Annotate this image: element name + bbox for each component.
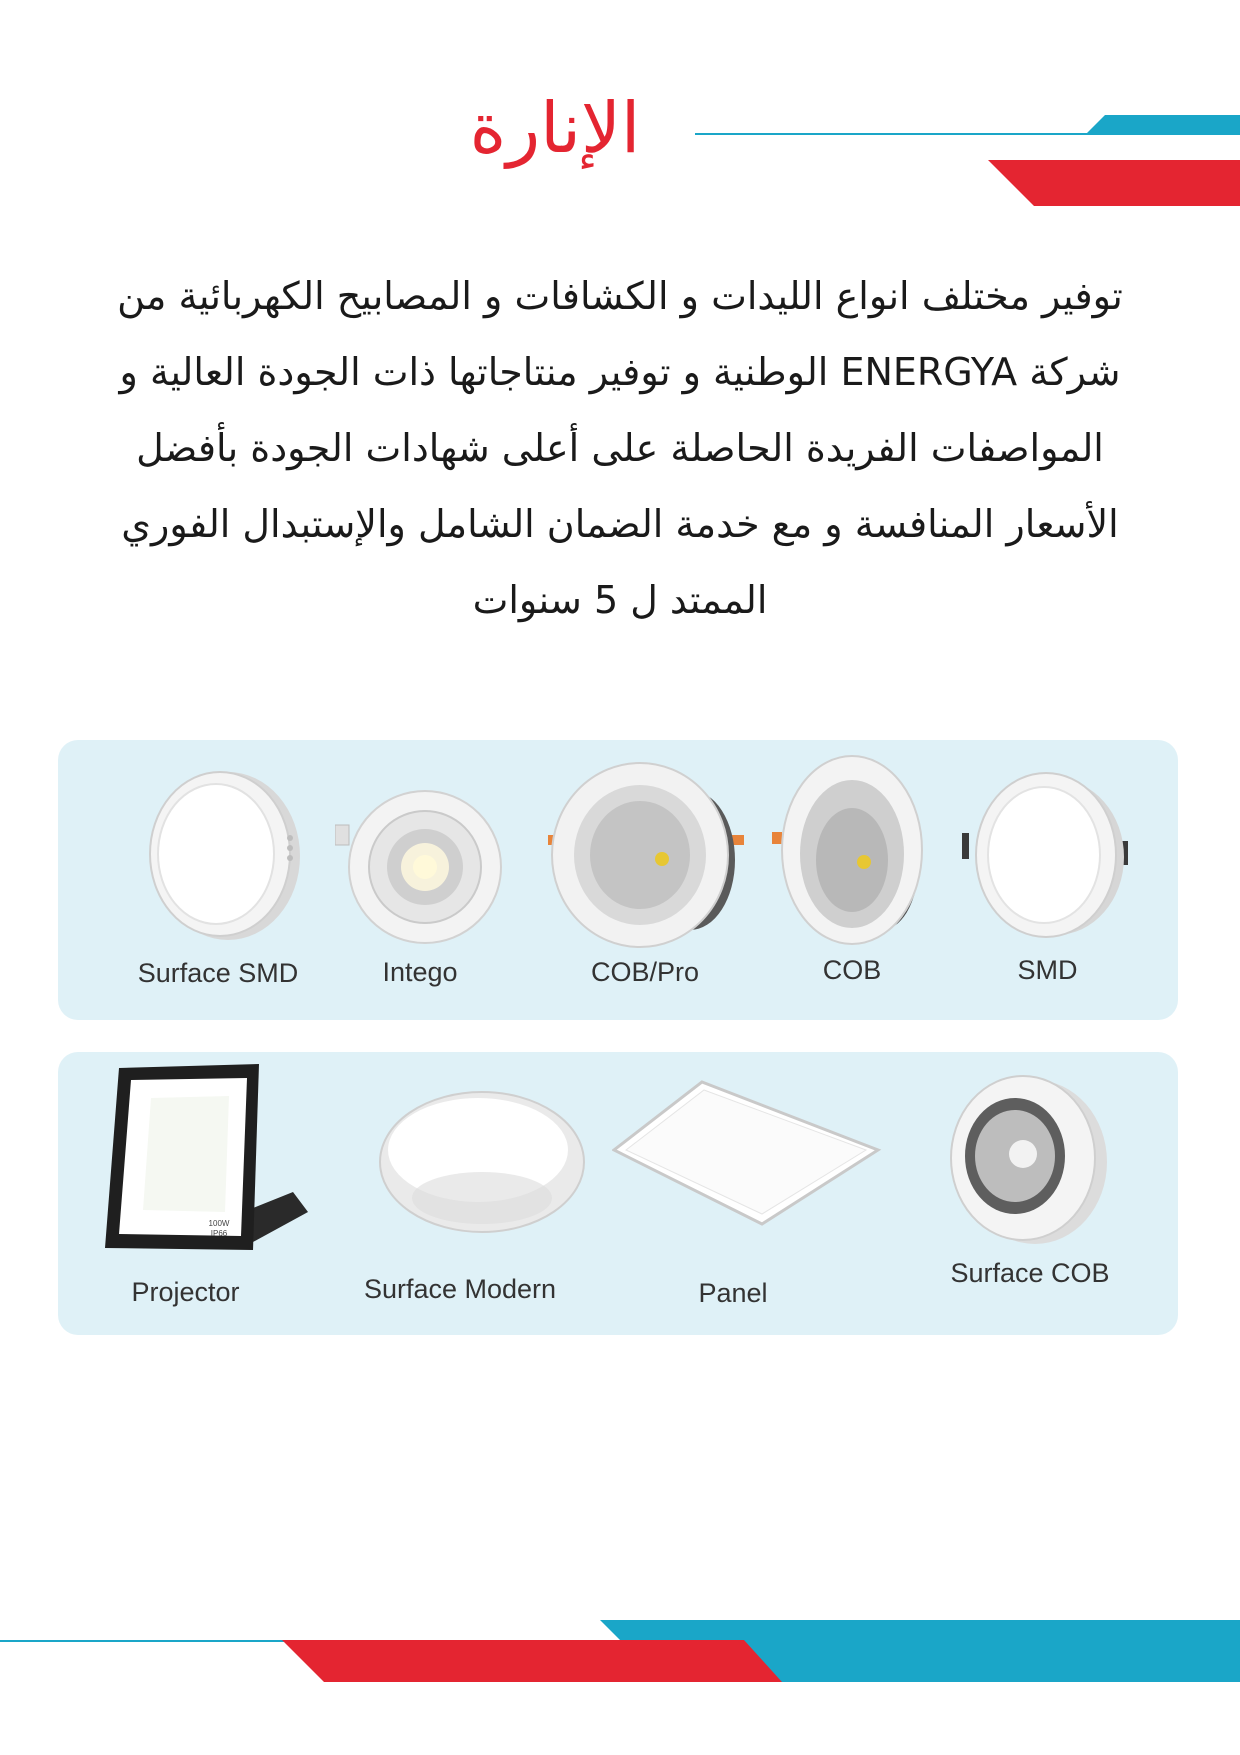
header-red-stripe — [988, 160, 1240, 206]
product-surface-modern[interactable] — [363, 1088, 620, 1318]
intro-paragraph: توفير مختلف انواع الليدات و الكشافات و المصابيح الكهربائية من شركة ENERGYA الوطنية و توفير منتاجاتها ذات الجودة العالية و المواصفات الفريدة الحاصلة على أعلى شهادات الجودة بأفضل الأسعار المنافسة و مع خدمة الضمان الشامل والإستبدال الفوري الممتد ل 5 سنوات — [117, 274, 1123, 622]
led-panel-icon — [612, 1080, 882, 1230]
ip-rating-badge: IP66 — [210, 1229, 228, 1238]
product-cob-pro[interactable] — [540, 755, 750, 1000]
product-label: Surface COB — [950, 1258, 1110, 1288]
footer-red-stripe — [282, 1640, 782, 1682]
product-projector[interactable] — [103, 1062, 308, 1320]
product-label: Surface SMD — [137, 958, 299, 988]
surface-cob-light-icon — [935, 1070, 1115, 1250]
cob-pro-downlight-icon — [540, 755, 750, 950]
product-cob[interactable] — [772, 750, 932, 1000]
cob-downlight-icon — [772, 750, 932, 950]
page-title: الإنارة — [469, 87, 641, 169]
surface-modern-ceiling-light-icon — [370, 1088, 620, 1248]
product-panel[interactable] — [612, 1080, 882, 1320]
intego-spotlight-icon — [335, 785, 505, 950]
surface-smd-light-icon — [128, 760, 308, 950]
title-divider-line — [695, 133, 1150, 135]
smd-downlight-icon — [960, 765, 1135, 950]
product-smd[interactable] — [960, 765, 1135, 1000]
header-blue-stripe — [1085, 115, 1240, 135]
product-surface-cob[interactable] — [935, 1070, 1115, 1315]
product-intego[interactable] — [335, 785, 505, 1000]
product-label: Surface Modern — [363, 1274, 557, 1304]
wattage-badge: 100W — [208, 1219, 230, 1228]
product-label: COB — [822, 955, 882, 985]
product-surface-smd[interactable] — [128, 760, 308, 1000]
product-label: SMD — [1017, 955, 1078, 985]
product-label: COB/Pro — [590, 957, 700, 987]
product-label: Panel — [698, 1278, 768, 1308]
product-label: Intego — [382, 957, 458, 987]
product-label: Projector — [131, 1277, 240, 1307]
